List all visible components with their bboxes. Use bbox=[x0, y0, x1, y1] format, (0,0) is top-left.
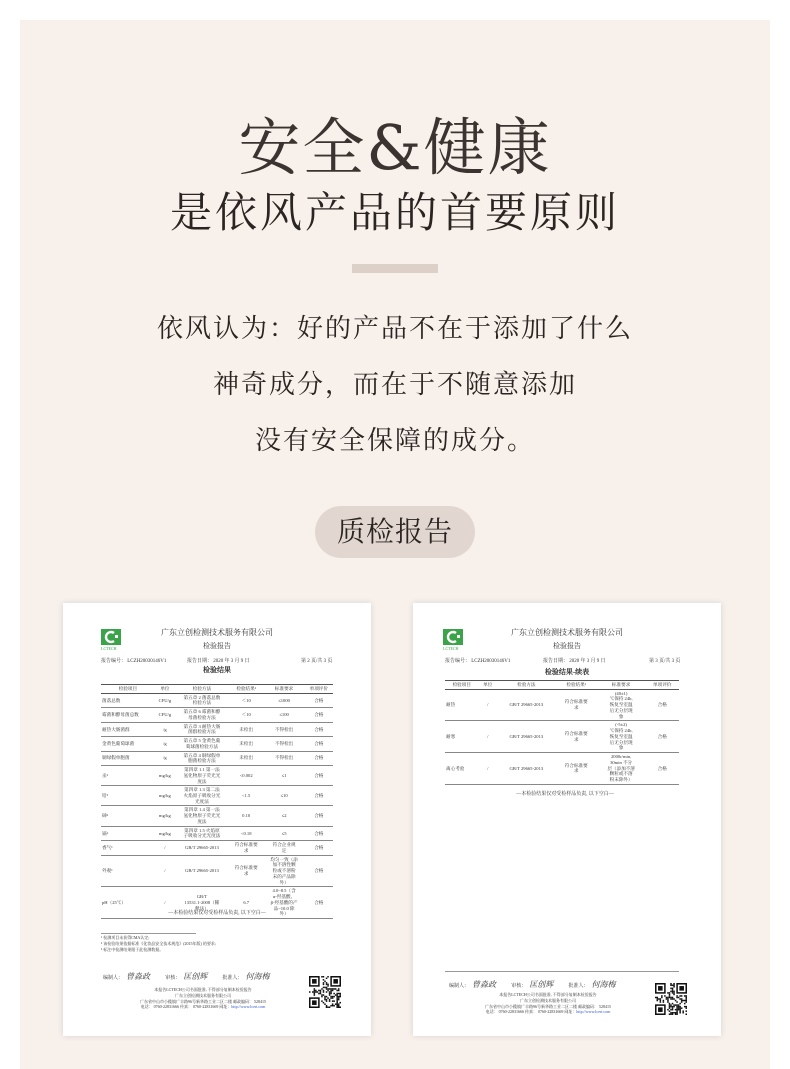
table-cell: ≤5 bbox=[264, 826, 305, 840]
table-cell: CFU/g bbox=[155, 708, 175, 722]
page-title: 安全&健康 bbox=[238, 111, 552, 184]
table-cell: 0.10 bbox=[229, 806, 264, 826]
table-cell: ≤1 bbox=[264, 766, 305, 786]
table-cell: <1.5 bbox=[229, 786, 264, 806]
table-cell: pH（25℃） bbox=[101, 887, 155, 919]
table-cell: 香气¹ bbox=[101, 841, 155, 855]
signature-rule bbox=[445, 971, 679, 972]
intro-line-2: 神奇成分，而在于不随意添加 bbox=[212, 370, 577, 400]
table-header-cell: 单项评价 bbox=[305, 685, 333, 694]
table-cell: 符合标准要 求 bbox=[229, 855, 264, 887]
approved-by-signature: 何海梅 bbox=[591, 980, 616, 989]
table-cell: GB/T 29665-2013 bbox=[497, 689, 556, 721]
signature-line bbox=[449, 979, 630, 990]
table-cell: mg/kg bbox=[155, 766, 175, 786]
address-line-1: 本报告LCTECH公司书面批准, 不得部分复制本检验报告 bbox=[499, 992, 597, 997]
table-cell: 未检出 bbox=[229, 737, 264, 751]
lab-address bbox=[123, 987, 283, 1010]
table-cell: 合格 bbox=[645, 721, 679, 753]
approved-by-label: 批准人： bbox=[568, 984, 589, 989]
company-name: 广东立创检测技术服务有限公司 bbox=[161, 628, 273, 637]
reviewed-by-label: 审核： bbox=[511, 984, 527, 989]
table-cell: 合格 bbox=[305, 708, 333, 722]
reviewed-by-signature: 匡创辉 bbox=[183, 972, 208, 981]
table-cell: 4.0~8.5（含 α-羟基酸、 β-羟基酸的产 品~10.0 除 外） bbox=[264, 887, 305, 919]
table-cell: <0.002 bbox=[229, 766, 264, 786]
page-number: 第 2 页/共 3 页 bbox=[301, 659, 333, 664]
intro-line-3: 没有安全保障的成分。 bbox=[254, 426, 535, 456]
table-cell: 镉² bbox=[101, 826, 155, 840]
table-cell: ≤100 bbox=[264, 708, 305, 722]
table-row bbox=[101, 722, 333, 736]
table-cell: 不得检出 bbox=[264, 751, 305, 765]
table-cell: ≤1000 bbox=[264, 693, 305, 707]
logo-text: LCTECH bbox=[101, 646, 117, 651]
table-cell: 不得检出 bbox=[264, 737, 305, 751]
approved-by-signature: 何海梅 bbox=[245, 972, 270, 981]
table-cell: 合格 bbox=[305, 786, 333, 806]
results-table bbox=[101, 684, 333, 919]
table-cell: 合格 bbox=[645, 689, 679, 721]
table-cell: 第五章 4 铜绿假单 胞菌检验方法 bbox=[175, 751, 229, 765]
table-row bbox=[101, 766, 333, 786]
table-header-cell: 标准要求 bbox=[597, 681, 646, 690]
approved-by-label: 批准人： bbox=[222, 976, 243, 981]
footnote-3: ³ 标注中检测结果限于此检测数据。 bbox=[101, 947, 164, 952]
signature-line bbox=[103, 971, 284, 982]
table-cell: 第四章 1.3 第二法 火焰原子吸收分光 光度法 bbox=[175, 786, 229, 806]
report-title: 检验报告 bbox=[203, 642, 231, 650]
table-cell: 铜绿假单胞菌 bbox=[101, 751, 155, 765]
report-date: 报告日期： 2020 年 3 月 9 日 bbox=[187, 659, 250, 664]
table-row bbox=[445, 689, 679, 721]
table-cell: (-5±2) ℃保持 24h, 恢复至室温 后无分层现 象 bbox=[597, 721, 646, 753]
table-cell: /g bbox=[155, 737, 175, 751]
table-cell: 菌落总数 bbox=[101, 693, 155, 707]
table-cell: 符合标准要 求 bbox=[229, 841, 264, 855]
table-cell: ＜10 bbox=[229, 708, 264, 722]
table-cell: 外观¹ bbox=[101, 855, 155, 887]
table-cell: / bbox=[479, 721, 497, 753]
company-name: 广东立创检测技术服务有限公司 bbox=[511, 628, 623, 637]
table-cell: 符合企业规 定 bbox=[264, 841, 305, 855]
table-cell: 符合标准要 求 bbox=[556, 689, 597, 721]
table-cell: 耐寒 bbox=[445, 721, 479, 753]
address-line-2: 广东立创检测技术服务有限公司 bbox=[175, 992, 231, 998]
table-cell: 第四章 1.5 火焰原 子吸收分光光度法 bbox=[175, 826, 229, 840]
table-row bbox=[101, 693, 333, 707]
table-cell: 合格 bbox=[645, 753, 679, 785]
table-row bbox=[101, 737, 333, 751]
edited-by-signature: 曾淼政 bbox=[472, 980, 497, 989]
table-cell: 第四章 1.4 第一法 氢化物原子荧光光 度法 bbox=[175, 806, 229, 826]
table-header-cell: 检验项目 bbox=[445, 681, 479, 690]
table-cell: 砷² bbox=[101, 806, 155, 826]
table-cell: 合格 bbox=[305, 826, 333, 840]
table-cell: mg/kg bbox=[155, 806, 175, 826]
inspection-report-page-3[interactable] bbox=[413, 603, 721, 1036]
table-cell: mg/kg bbox=[155, 826, 175, 840]
table-cell: 汞² bbox=[101, 766, 155, 786]
table-cell: / bbox=[155, 887, 175, 919]
table-cell: 未检出 bbox=[229, 722, 264, 736]
edited-by-label: 编制人： bbox=[103, 976, 124, 981]
table-cell: 第五章 3 耐热大肠 菌群检验方法 bbox=[175, 722, 229, 736]
edited-by-signature: 曾淼政 bbox=[126, 972, 151, 981]
table-row bbox=[101, 855, 333, 887]
qr-code-icon bbox=[655, 983, 687, 1015]
table-cell: 6.7 bbox=[229, 887, 264, 919]
table-cell: / bbox=[155, 855, 175, 887]
table-cell: 霉菌和酵母菌总数 bbox=[101, 708, 155, 722]
table-cell: 合格 bbox=[305, 806, 333, 826]
report-title: 检验报告 bbox=[553, 642, 581, 650]
table-cell: 耐热 bbox=[445, 689, 479, 721]
table-cell: / bbox=[479, 753, 497, 785]
address-line-1: 本报告LCTECH公司书面批准, 不得部分复制本检验报告 bbox=[154, 987, 252, 992]
report-number: 报告编号： LCZH20030146V1 bbox=[101, 659, 167, 664]
table-cell: <0.18 bbox=[229, 826, 264, 840]
table-cell: 铅² bbox=[101, 786, 155, 806]
end-note: —本检验结果仅对受检样品负责, 以下空白— bbox=[168, 911, 266, 916]
table-cell: 未检出 bbox=[229, 751, 264, 765]
title-divider bbox=[352, 264, 438, 273]
table-cell: 第四章 1.1 第一法 氢化物原子荧光光 度法 bbox=[175, 766, 229, 786]
table-cell: 合格 bbox=[305, 751, 333, 765]
website-link[interactable]: http://www.lcert.com bbox=[231, 1004, 266, 1010]
table-cell: (40±1) ℃保持 24h, 恢复至室温 后无分层现 象 bbox=[597, 689, 646, 721]
website-link[interactable]: http://www.lcert.com bbox=[576, 1009, 611, 1015]
table-cell: 合格 bbox=[305, 693, 333, 707]
table-row bbox=[101, 806, 333, 826]
table-cell: 符合标准要 求 bbox=[556, 753, 597, 785]
table-header-cell: 单位 bbox=[479, 681, 497, 690]
report-date: 报告日期： 2020 年 3 月 9 日 bbox=[543, 659, 606, 664]
inspection-report-page-2[interactable] bbox=[63, 603, 371, 1036]
table-cell: 合格 bbox=[305, 737, 333, 751]
table-cell: GB/T 29665-2013 bbox=[175, 841, 229, 855]
table-cell: 第五章 2 菌落总数 检验方法 bbox=[175, 693, 229, 707]
table-cell: 不得检出 bbox=[264, 722, 305, 736]
address-line-4: 电话： 0760-22831666 传真： 0760-22831669 网址：http://www.lcert.com bbox=[140, 1004, 266, 1010]
table-row bbox=[101, 841, 333, 855]
table-cell: ≤10 bbox=[264, 786, 305, 806]
table-cell: 符合标准要 求 bbox=[556, 721, 597, 753]
address-line-2: 广东立创检测技术服务有限公司 bbox=[520, 997, 576, 1003]
quality-report-badge: 质检报告 bbox=[315, 506, 475, 558]
address-line-3: 广东省中山市小榄镇广丰路96号新华路工业二区二楼 邮政编码： 528415 bbox=[485, 1003, 611, 1009]
edited-by-label: 编制人： bbox=[449, 984, 470, 989]
table-cell: / bbox=[155, 841, 175, 855]
table-cell: ≤2 bbox=[264, 806, 305, 826]
table-cell: ＜10 bbox=[229, 693, 264, 707]
reviewed-by-label: 审核： bbox=[165, 976, 181, 981]
table-header-cell: 检验方法 bbox=[497, 681, 556, 690]
table-cell: 第五章 5 金黄色葡 萄球菌检验方法 bbox=[175, 737, 229, 751]
footnote-2: ² 该检验结果依据标准《化妆品安全技术规范》(2015年版) 的要求; bbox=[101, 941, 216, 946]
table-row bbox=[101, 786, 333, 806]
table-cell: 合格 bbox=[305, 841, 333, 855]
table-row bbox=[445, 721, 679, 753]
reviewed-by-signature: 匡创辉 bbox=[529, 980, 554, 989]
table-header-cell: 单项评价 bbox=[645, 681, 679, 690]
page-number: 第 3 页/共 3 页 bbox=[649, 659, 681, 664]
table-header-cell: 检验项目 bbox=[101, 685, 155, 694]
footnote-1: ¹ 检测项目未获得CMA认定; bbox=[101, 935, 150, 940]
table-cell: 离心考验 bbox=[445, 753, 479, 785]
end-note: —本检验结果仅对受检样品负责, 以下空白— bbox=[516, 792, 614, 797]
table-cell: mg/kg bbox=[155, 786, 175, 806]
table-cell: GB/T 29665-2013 bbox=[175, 855, 229, 887]
table-row bbox=[101, 826, 333, 840]
table-row bbox=[445, 753, 679, 785]
address-line-3: 广东省中山市小榄镇广丰路96号新华路工业二区二楼 邮政编码： 528415 bbox=[140, 998, 266, 1004]
table-header-cell: 检验结果¹ bbox=[556, 681, 597, 690]
results-table-continued bbox=[445, 680, 679, 785]
report-number: 报告编号： LCZH20030146V1 bbox=[445, 659, 511, 664]
footnote-rule bbox=[101, 933, 196, 934]
table-header-cell: 单位 bbox=[155, 685, 175, 694]
table-cell: 2000r/min, 30min 不分 层（添加不溶 颗粒或不溶 粉末除外） bbox=[597, 753, 646, 785]
table-cell: GB/T 13531.1-2008（稀 释法） bbox=[175, 887, 229, 919]
qr-code-icon bbox=[309, 976, 341, 1008]
intro-line-1: 依风认为：好的产品不在于添加了什么 bbox=[156, 314, 633, 344]
table-cell: /g bbox=[155, 751, 175, 765]
table-cell: 合格 bbox=[305, 766, 333, 786]
table-header-cell: 检验方法 bbox=[175, 685, 229, 694]
table-row bbox=[101, 708, 333, 722]
table-cell: 金黄色葡萄球菌 bbox=[101, 737, 155, 751]
table-cell: CFU/g bbox=[155, 693, 175, 707]
section-title: 检验结果 bbox=[203, 666, 231, 674]
address-line-4: 电话： 0760-22831666 传真： 0760-22831669 网址：http://www.lcert.com bbox=[485, 1009, 611, 1015]
lab-address bbox=[463, 992, 633, 1015]
table-cell: 第五章 6 霉菌和酵 母菌检验方法 bbox=[175, 708, 229, 722]
logo-text: LCTECH bbox=[443, 646, 459, 651]
table-row bbox=[101, 751, 333, 765]
table-cell: /g bbox=[155, 722, 175, 736]
table-cell: 合格 bbox=[305, 887, 333, 919]
section-title: 检验结果-续表 bbox=[544, 668, 590, 676]
table-header-cell: 标准要求 bbox=[264, 685, 305, 694]
table-cell: GB/T 29665-2013 bbox=[497, 753, 556, 785]
table-cell: GB/T 29665-2013 bbox=[497, 721, 556, 753]
table-cell: 合格 bbox=[305, 855, 333, 887]
table-cell: 耐热大肠菌群 bbox=[101, 722, 155, 736]
table-cell: 均匀一致（添 加不溶性颗 粒或不溶粉 末的产品除 外） bbox=[264, 855, 305, 887]
table-cell: / bbox=[479, 689, 497, 721]
table-cell: 合格 bbox=[305, 722, 333, 736]
page-subtitle: 是依风产品的首要原则 bbox=[169, 188, 620, 237]
table-header-cell: 检验结果¹ bbox=[229, 685, 264, 694]
